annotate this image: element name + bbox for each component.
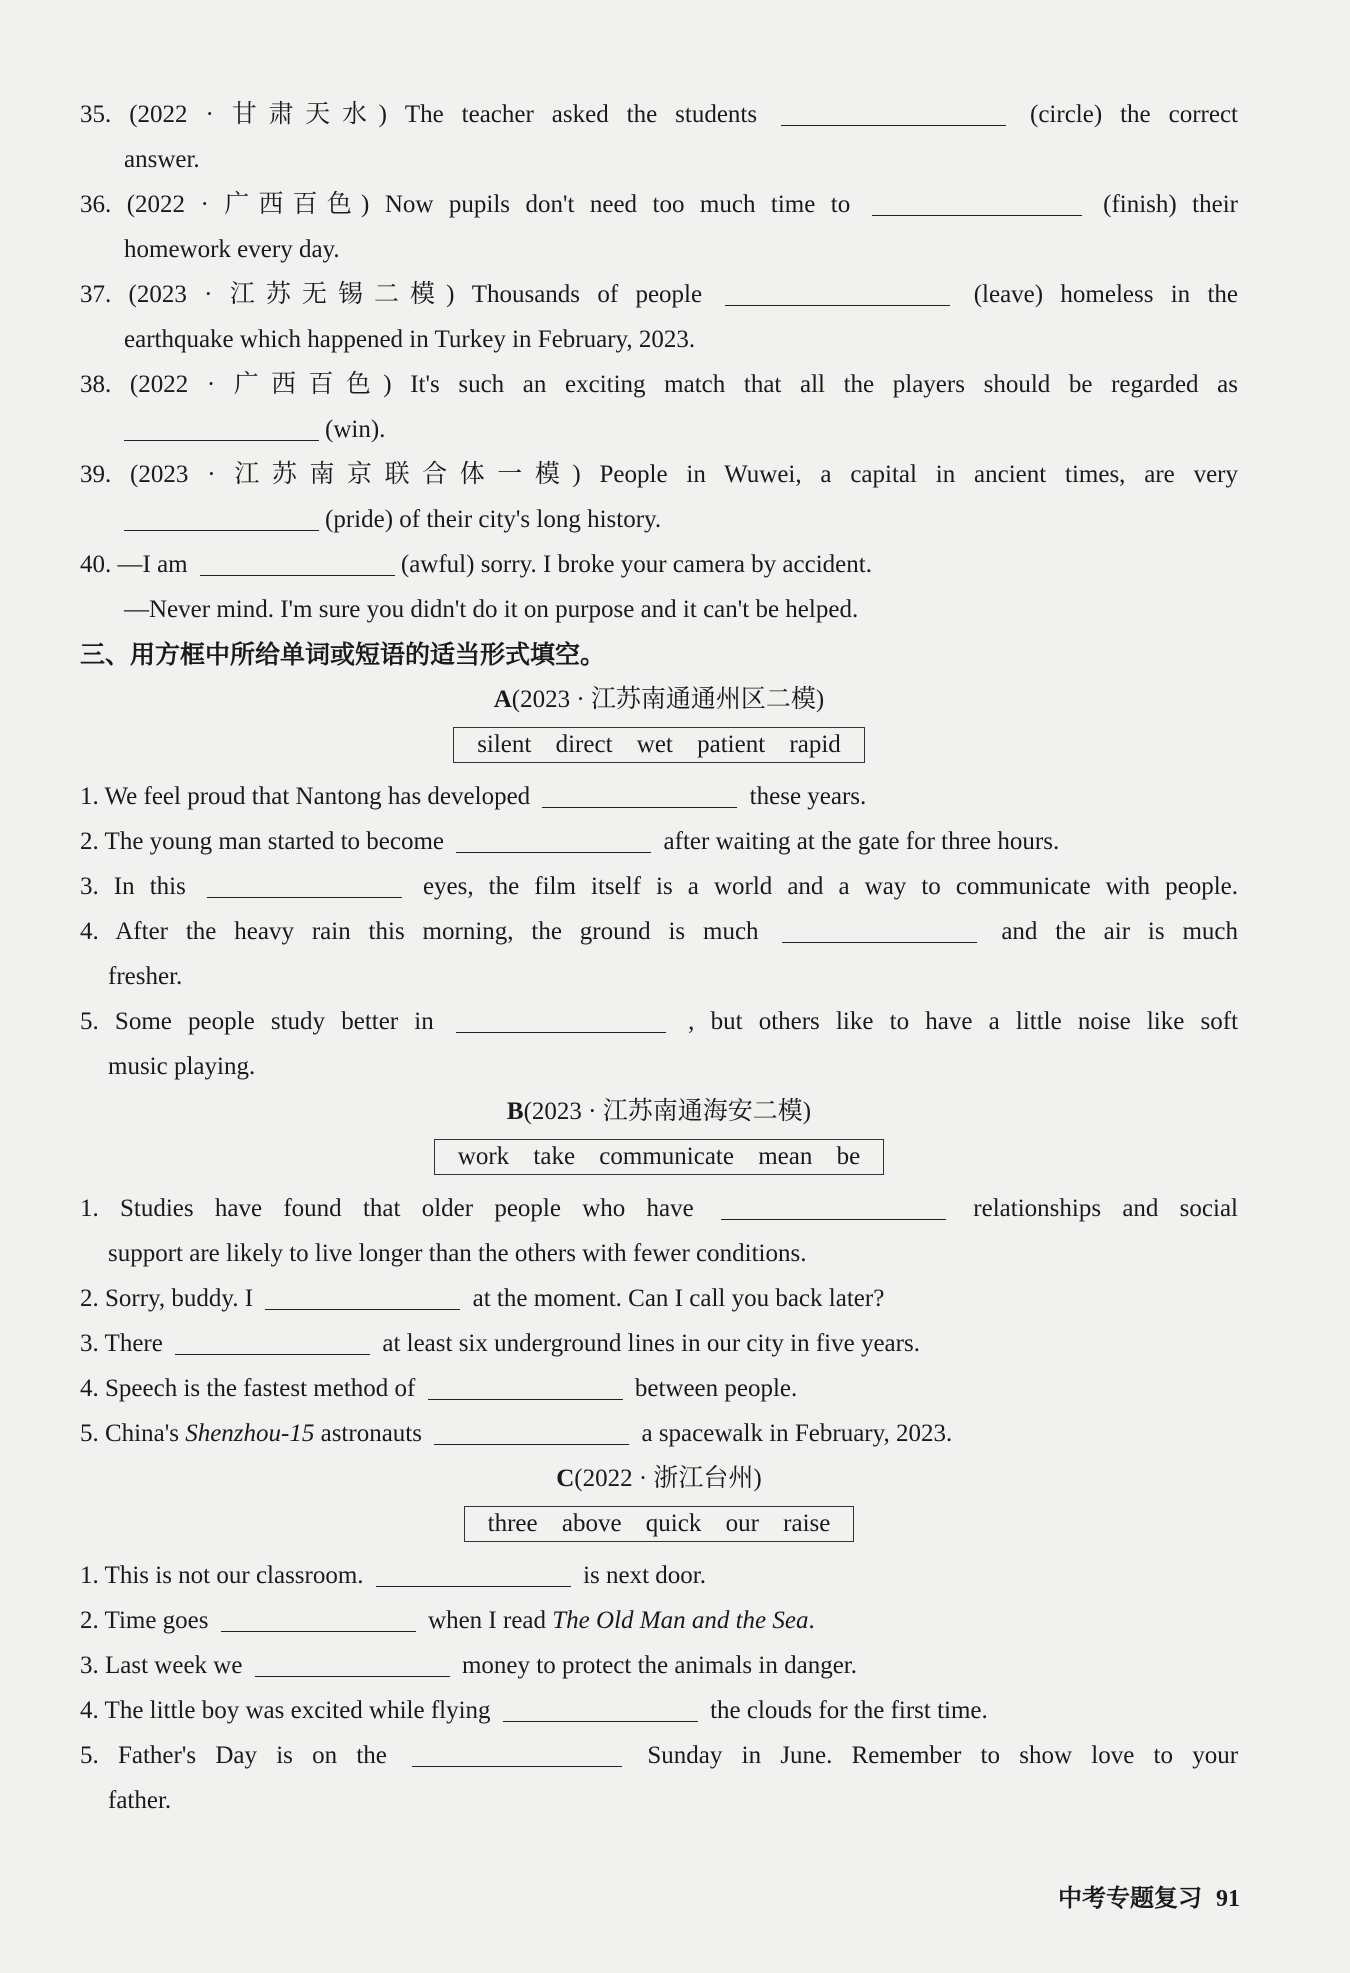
answer-blank[interactable]: [434, 1418, 629, 1445]
page-number: 91: [1216, 1886, 1240, 1912]
answer-blank[interactable]: [782, 916, 977, 943]
answer-blank[interactable]: [200, 549, 395, 576]
word-box-a: silent direct wet patient rapid: [453, 727, 865, 763]
part-a-question-4: 4. After the heavy rain this morning, the ground is much and the air is much: [80, 918, 1239, 945]
part-a-question-5: 5. Some people study better in , but others like to have a little noise like soft: [80, 1008, 1239, 1035]
question-40-cont: —Never mind. I'm sure you didn't do it on purpose and it can't be helped.: [124, 596, 859, 623]
question-39: 39. (2023 · 江苏南京联合体一模) People in Wuwei, a capital in ancient times, are very: [80, 461, 1238, 488]
part-b-question-3: 3. There at least six underground lines in our city in five years.: [80, 1330, 920, 1357]
answer-blank[interactable]: [207, 871, 402, 898]
question-38: 38. (2022 · 广西百色) It's such an exciting match that all the players should be regarded as: [80, 371, 1238, 398]
part-b-question-2: 2. Sorry, buddy. I at the moment. Can I call you back later?: [80, 1285, 885, 1312]
part-b-question-1: 1. Studies have found that older people who have relationships and social: [80, 1195, 1238, 1222]
question-36-cont: homework every day.: [124, 236, 340, 263]
part-a-question-4-cont: fresher.: [108, 963, 183, 990]
part-b-question-5: 5. China's Shenzhou-15 astronauts a spacewalk in February, 2023.: [80, 1420, 953, 1447]
question-40: 40. —I am (awful) sorry. I broke your camera by accident.: [80, 551, 872, 578]
part-c-question-1: 1. This is not our classroom. is next door.: [80, 1562, 706, 1589]
answer-blank[interactable]: [175, 1328, 370, 1355]
question-35-cont: answer.: [124, 146, 200, 173]
footer-label: 中考专题复习: [1058, 1884, 1202, 1912]
part-c-question-3: 3. Last week we money to protect the animals in danger.: [80, 1652, 857, 1679]
part-b-heading: B(2023 · 江苏南通海安二模): [506, 1098, 812, 1125]
part-c-question-4: 4. The little boy was excited while flying the clouds for the first time.: [80, 1697, 988, 1724]
answer-blank[interactable]: [721, 1193, 946, 1220]
section-heading: 三、用方框中所给单词或短语的适当形式填空。: [80, 640, 606, 669]
question-37-cont: earthquake which happened in Turkey in February, 2023.: [124, 326, 696, 353]
part-c-heading: C(2022 · 浙江台州): [556, 1465, 762, 1492]
question-35: 35. (2022 · 甘肃天水) The teacher asked the students (circle) the correct: [80, 101, 1238, 128]
part-c-question-2: 2. Time goes when I read The Old Man and the Sea.: [80, 1607, 815, 1634]
answer-blank[interactable]: [542, 781, 737, 808]
part-c-question-5-cont: father.: [108, 1787, 172, 1814]
answer-blank[interactable]: [503, 1695, 698, 1722]
part-a-question-2: 2. The young man started to become after waiting at the gate for three hours.: [80, 828, 1060, 855]
word-box-c: three above quick our raise: [464, 1506, 855, 1542]
answer-blank[interactable]: [221, 1605, 416, 1632]
question-37: 37. (2023 · 江苏无锡二模) Thousands of people (leave) homeless in the: [80, 281, 1239, 308]
question-38-cont: (win).: [80, 407, 1238, 452]
answer-blank[interactable]: [124, 504, 319, 531]
answer-blank[interactable]: [456, 1006, 666, 1033]
part-a-question-1: 1. We feel proud that Nantong has developed these years.: [80, 783, 867, 810]
part-c-question-5: 5. Father's Day is on the Sunday in June. Remember to show love to your: [80, 1742, 1239, 1769]
part-a-question-3: 3. In this eyes, the film itself is a world and a way to communicate with people.: [80, 873, 1238, 900]
answer-blank[interactable]: [872, 189, 1082, 216]
answer-blank[interactable]: [412, 1740, 622, 1767]
answer-blank[interactable]: [456, 826, 651, 853]
answer-blank[interactable]: [376, 1560, 571, 1587]
answer-blank[interactable]: [124, 414, 319, 441]
part-a-question-5-cont: music playing.: [108, 1053, 256, 1080]
answer-blank[interactable]: [428, 1373, 623, 1400]
word-box-b: work take communicate mean be: [434, 1139, 884, 1175]
page-footer: [1058, 1878, 1240, 1913]
exercise-content: [80, 92, 1238, 1823]
part-b-question-1-cont: support are likely to live longer than the others with fewer conditions.: [108, 1240, 807, 1267]
answer-blank[interactable]: [265, 1283, 460, 1310]
answer-blank[interactable]: [255, 1650, 450, 1677]
part-b-question-4: 4. Speech is the fastest method of between people.: [80, 1375, 798, 1402]
question-39-cont: (pride) of their city's long history.: [80, 497, 1238, 542]
part-a-heading: A(2023 · 江苏南通通州区二模): [493, 686, 825, 713]
question-36: 36. (2022 · 广西百色) Now pupils don't need too much time to (finish) their: [80, 191, 1239, 218]
answer-blank[interactable]: [725, 279, 950, 306]
answer-blank[interactable]: [781, 99, 1006, 126]
